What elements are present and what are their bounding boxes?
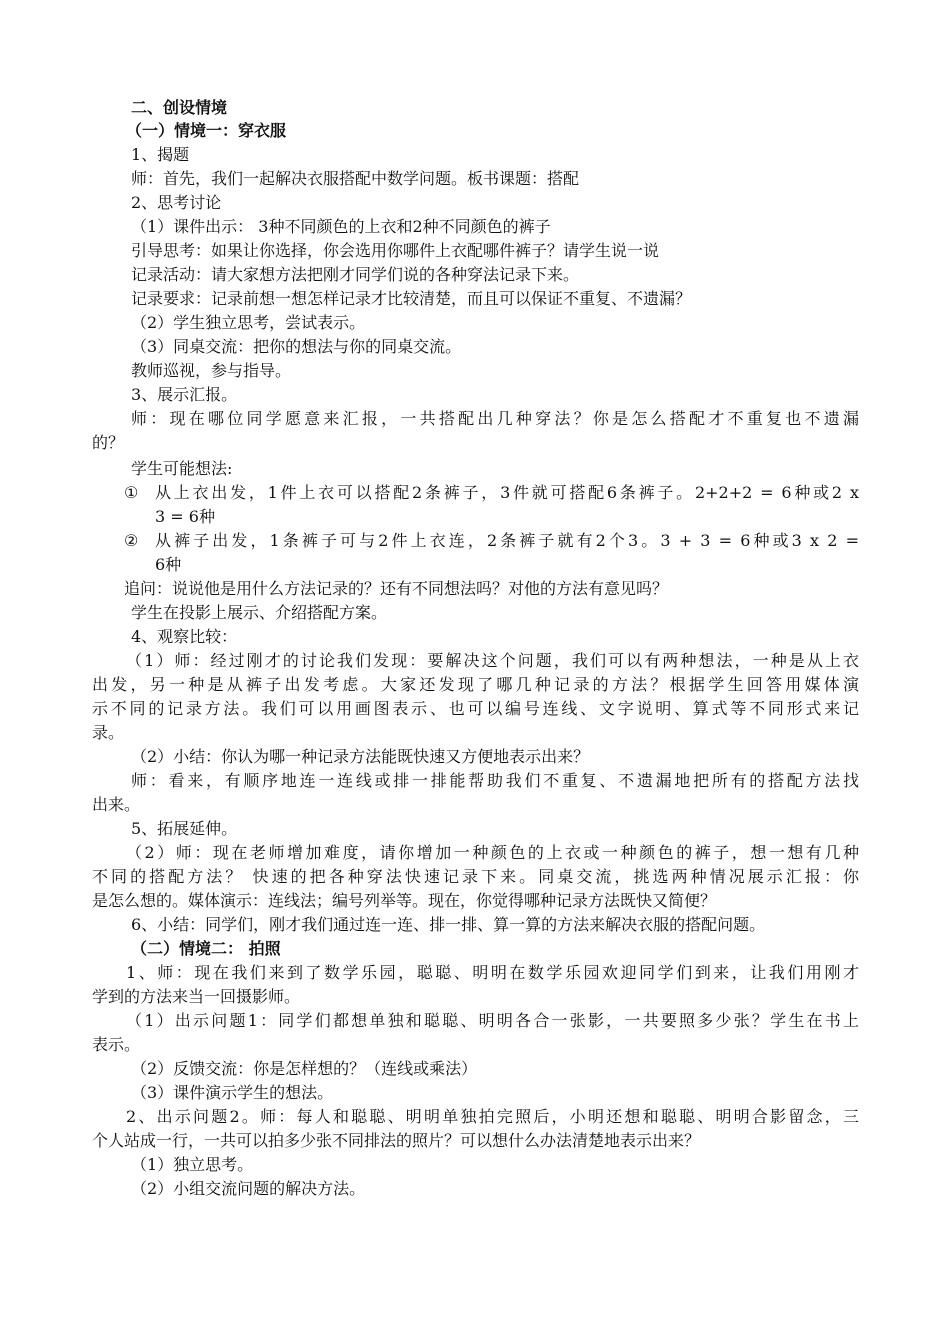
text-line: 录。 (92, 723, 125, 742)
subsection-heading-2: （二）情境二： 拍照 (131, 939, 281, 958)
text-line: 是怎么想的。媒体演示：连线法；编号列举等。现在，你觉得哪种记录方法既快又简便？ (92, 891, 717, 910)
text-line: 1、揭题 (131, 145, 190, 164)
text-line: （2）师：现在老师增加难度，请你增加一种颜色的上衣或一种颜色的裤子，想一想有几种 (126, 843, 859, 862)
text-line: 出来。 (92, 795, 141, 814)
text-line: 2、思考讨论 (131, 193, 222, 212)
text-line: 教师巡视，参与指导。 (131, 361, 292, 380)
list-marker: ① (124, 483, 139, 502)
text-line: 3、展示汇报。 (131, 385, 238, 404)
text-line: （2）学生独立思考，尝试表示。 (131, 313, 366, 332)
text-line: 5、拓展延伸。 (131, 819, 238, 838)
text-line: （1）独立思考。 (131, 1155, 254, 1174)
subsection-heading-1: （一）情境一：穿衣服 (126, 121, 287, 140)
text-line: 记录活动：请大家想方法把刚才同学们说的各种穿法记录下来。 (131, 265, 580, 284)
text-line: 1、师：现在我们来到了数学乐园，聪聪、明明在数学乐园欢迎同学们到来，让我们用刚才 (126, 963, 859, 982)
text-line: （3）课件演示学生的想法。 (131, 1083, 334, 1102)
text-line: 追问：说说他是用什么方法记录的？还有不同想法吗？对他的方法有意见吗？ (124, 579, 669, 598)
text-line: （1）师：经过刚才的讨论我们发现：要解决这个问题，我们可以有两种想法，一种是从上衣 (126, 651, 859, 670)
text-line: 记录要求：记录前想一想怎样记录才比较清楚，而且可以保证不重复、不遗漏？ (131, 289, 692, 308)
text-line: （2）反馈交流：你是怎样想的？（连线或乘法） (131, 1059, 478, 1078)
text-line: 的？ (92, 433, 125, 452)
text-line: 师：看来，有顺序地连一连线或排一排能帮助我们不重复、不遗漏地把所有的搭配方法找 (131, 771, 859, 790)
text-line: （2）小组交流问题的解决方法。 (131, 1179, 366, 1198)
list-item-continuation: 3 = 6种 (155, 507, 215, 526)
text-line: 示不同的记录方法。我们可以用画图表示、也可以编号连线、文字说明、算式等不同形式来记 (92, 699, 859, 718)
text-line: 学生可能想法: (131, 459, 233, 478)
list-marker: ② (124, 531, 139, 550)
list-item-continuation: 6种 (155, 555, 182, 574)
text-line: （2）小结：你认为哪一种记录方法能既快速又方便地表示出来？ (131, 747, 590, 766)
text-line: 出发，另一种是从裤子出发考虑。大家还发现了哪几种记录的方法？根据学生回答用媒体演 (92, 675, 859, 694)
text-line: 4、观察比较： (131, 627, 238, 646)
text-line: （3）同桌交流：把你的想法与你的同桌交流。 (131, 337, 462, 356)
text-line: 个人站成一行，一共可以拍多少张不同排法的照片？可以想什么办法清楚地表示出来？ (92, 1131, 701, 1150)
text-line: 表示。 (92, 1035, 141, 1054)
text-line: 学生在投影上展示、介绍搭配方案。 (131, 603, 388, 622)
text-line: 师：现在哪位同学愿意来汇报，一共搭配出几种穿法？你是怎么搭配才不重复也不遗漏 (131, 409, 859, 428)
text-line: （1）出示问题1：同学们都想单独和聪聪、明明各合一张影，一共要照多少张？学生在书上 (126, 1011, 859, 1030)
text-line: 师：首先，我们一起解决衣服搭配中数学问题。板书课题：搭配 (131, 169, 580, 188)
text-line: 2、出示问题2。师：每人和聪聪、明明单独拍完照后，小明还想和聪聪、明明合影留念，三 (126, 1107, 859, 1126)
text-line: 不同的搭配方法？ 快速的把各种穿法快速记录下来。同桌交流，挑选两种情况展示汇报：你 (92, 867, 859, 886)
section-heading: 二、创设情境 (131, 98, 228, 117)
text-line: 引导思考：如果让你选择，你会选用你哪件上衣配哪件裤子？请学生说一说 (131, 241, 660, 260)
text-line: 6、小结：同学们，刚才我们通过连一连、排一排、算一算的方法来解决衣服的搭配问题。 (131, 915, 766, 934)
text-line: （1）课件出示： 3种不同颜色的上衣和2种不同颜色的裤子 (131, 217, 551, 236)
text-line: 学到的方法来当一回摄影师。 (92, 987, 301, 1006)
list-item: 从裤子出发，1条裤子可与2件上衣连，2条裤子就有2个3。3 + 3 = 6种或3 x 2 = (155, 531, 859, 550)
list-item: 从上衣出发，1件上衣可以搭配2条裤子，3件就可搭配6条裤子。2+2+2 = 6种或2 x (155, 483, 859, 502)
